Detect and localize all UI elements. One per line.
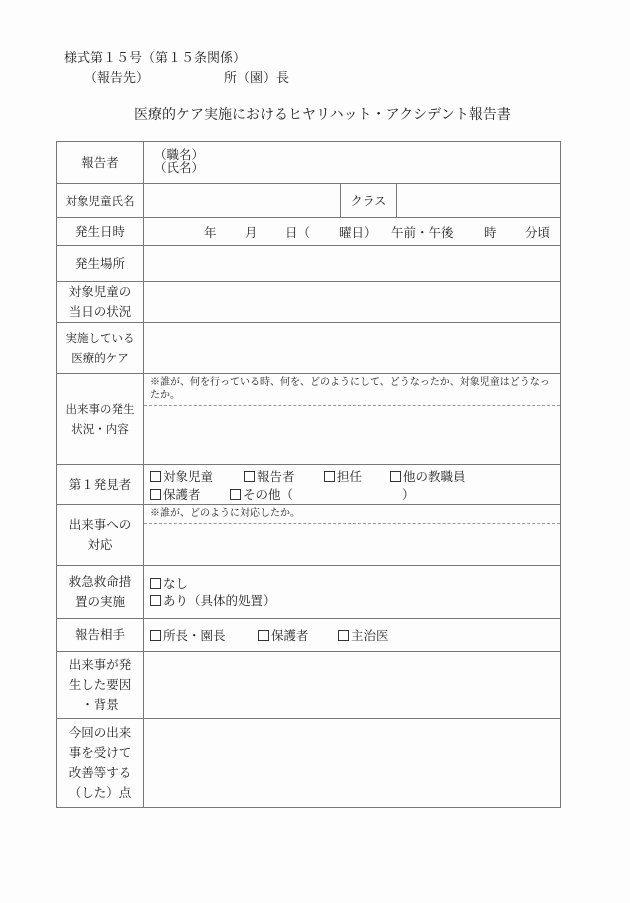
month-label: 月 bbox=[245, 225, 258, 240]
cause-field[interactable] bbox=[144, 652, 561, 719]
checkbox-label: 報告者 bbox=[257, 469, 295, 484]
incident-note: ※誰が、何を行っている時、何を、どのようにして、どうなったか、対象児童はどうなったか。 bbox=[144, 374, 560, 406]
first-discoverer-field bbox=[144, 465, 561, 505]
checkbox-other-staff[interactable] bbox=[390, 467, 466, 485]
row-datetime bbox=[57, 218, 561, 246]
other-close-paren: ） bbox=[402, 487, 415, 502]
row-child-name bbox=[57, 184, 561, 218]
job-title-label: （職名） bbox=[154, 146, 205, 162]
name-label: （氏名） bbox=[154, 159, 205, 175]
label-medical-care bbox=[57, 323, 144, 374]
checkbox-label: 担任 bbox=[337, 469, 363, 484]
label-line: 実施している bbox=[65, 331, 135, 345]
checkbox-child[interactable] bbox=[150, 467, 213, 485]
label-line: 出来事が発 bbox=[68, 657, 132, 672]
child-name-field[interactable] bbox=[144, 184, 341, 218]
label-report-to: 報告相手 bbox=[57, 619, 144, 652]
class-field[interactable] bbox=[397, 184, 561, 218]
row-incident bbox=[57, 374, 561, 465]
label-line: （した）点 bbox=[68, 785, 132, 800]
label-line: 生した要因 bbox=[68, 677, 132, 692]
checkbox-label: 所長・園長 bbox=[163, 628, 226, 643]
checkbox-label: 対象児童 bbox=[163, 469, 214, 484]
checkbox-label: あり（具体的処置） bbox=[163, 593, 276, 608]
label-datetime: 発生日時 bbox=[57, 218, 144, 246]
label-first-discoverer: 第１発見者 bbox=[57, 465, 144, 505]
checkbox-director[interactable] bbox=[150, 626, 226, 644]
label-line: 事を受けて bbox=[68, 745, 132, 760]
minute-label: 分頃 bbox=[525, 225, 551, 240]
checkbox-other[interactable] bbox=[230, 485, 293, 503]
label-child-name: 対象児童氏名 bbox=[57, 184, 144, 218]
label-emergency bbox=[57, 566, 144, 619]
row-location bbox=[57, 246, 561, 282]
checkbox-yes[interactable] bbox=[144, 592, 560, 609]
label-reporter: 報告者 bbox=[57, 142, 144, 184]
label-line: ・背景 bbox=[81, 697, 119, 712]
hour-label: 時 bbox=[484, 225, 497, 240]
row-improvement bbox=[57, 719, 561, 808]
label-line: 改善等する bbox=[68, 765, 132, 780]
checkbox-doctor[interactable] bbox=[338, 626, 389, 644]
label-line: 置の実施 bbox=[74, 594, 125, 609]
page-title: 医療的ケア実施におけるヒヤリハット・アクシデント報告書 bbox=[134, 107, 511, 123]
checkbox-guardian-report[interactable] bbox=[258, 626, 309, 644]
label-child-condition bbox=[57, 282, 144, 323]
checkbox-none[interactable] bbox=[144, 575, 560, 592]
location-field[interactable] bbox=[144, 246, 561, 282]
row-emergency bbox=[57, 566, 561, 619]
checkbox-icon bbox=[258, 630, 269, 641]
checkbox-icon bbox=[150, 630, 161, 641]
improvement-field[interactable] bbox=[144, 719, 561, 808]
row-first-discoverer bbox=[57, 465, 561, 505]
label-line: 今回の出来 bbox=[68, 725, 132, 740]
checkbox-label: 保護者 bbox=[163, 487, 201, 502]
checkbox-label: 保護者 bbox=[271, 628, 309, 643]
label-line: 出来事への bbox=[68, 517, 132, 532]
checkbox-icon bbox=[244, 471, 255, 482]
checkbox-icon bbox=[338, 630, 349, 641]
weekday-label: 曜日） bbox=[339, 225, 377, 240]
datetime-field[interactable] bbox=[144, 218, 561, 246]
checkbox-homeroom[interactable] bbox=[324, 467, 362, 485]
label-cause bbox=[57, 652, 144, 719]
row-child-condition bbox=[57, 282, 561, 323]
addressee-suffix: 所（園）長 bbox=[224, 71, 290, 86]
response-note: ※誰が、どのように対応したか。 bbox=[144, 505, 560, 524]
row-response bbox=[57, 505, 561, 566]
checkbox-icon bbox=[150, 489, 161, 500]
child-condition-field[interactable] bbox=[144, 282, 561, 323]
year-label: 年 bbox=[204, 225, 217, 240]
label-response bbox=[57, 505, 144, 566]
response-field[interactable] bbox=[144, 505, 561, 566]
label-line: 救急救命措 bbox=[68, 574, 132, 589]
report-form-table bbox=[56, 141, 561, 808]
label-line: 当日の状況 bbox=[68, 304, 132, 319]
checkbox-label: 主治医 bbox=[351, 628, 389, 643]
checkbox-icon bbox=[150, 595, 161, 606]
day-label: 日（ bbox=[285, 225, 311, 240]
checkbox-icon bbox=[150, 471, 161, 482]
checkbox-icon bbox=[390, 471, 401, 482]
row-report-to bbox=[57, 619, 561, 652]
report-to-field bbox=[144, 619, 561, 652]
emergency-field bbox=[144, 566, 561, 619]
checkbox-icon bbox=[150, 578, 161, 589]
label-line: 医療的ケア bbox=[71, 351, 129, 365]
reporter-field[interactable] bbox=[144, 142, 561, 184]
checkbox-label: なし bbox=[163, 576, 189, 591]
checkbox-icon bbox=[324, 471, 335, 482]
checkbox-label: 他の教職員 bbox=[403, 469, 466, 484]
form-number: 様式第１５号（第１５条関係） bbox=[64, 51, 247, 66]
checkbox-icon bbox=[230, 489, 241, 500]
checkbox-label: その他（ bbox=[243, 487, 294, 502]
incident-field[interactable] bbox=[144, 374, 561, 465]
row-reporter bbox=[57, 142, 561, 184]
medical-care-field[interactable] bbox=[144, 323, 561, 374]
label-class: クラス bbox=[341, 184, 397, 218]
addressee-prefix: （報告先） bbox=[84, 71, 150, 86]
checkbox-guardian[interactable] bbox=[150, 485, 201, 503]
label-incident bbox=[57, 374, 144, 465]
label-location: 発生場所 bbox=[57, 246, 144, 282]
label-line: 出来事の発生 bbox=[65, 402, 135, 416]
label-line: 状況・内容 bbox=[71, 422, 129, 436]
label-improvement bbox=[57, 719, 144, 808]
ampm-label: 午前・午後 bbox=[391, 225, 454, 240]
label-line: 対応 bbox=[87, 537, 113, 552]
row-cause bbox=[57, 652, 561, 719]
row-medical-care bbox=[57, 323, 561, 374]
label-line: 対象児童の bbox=[68, 284, 132, 299]
checkbox-reporter[interactable] bbox=[244, 467, 295, 485]
